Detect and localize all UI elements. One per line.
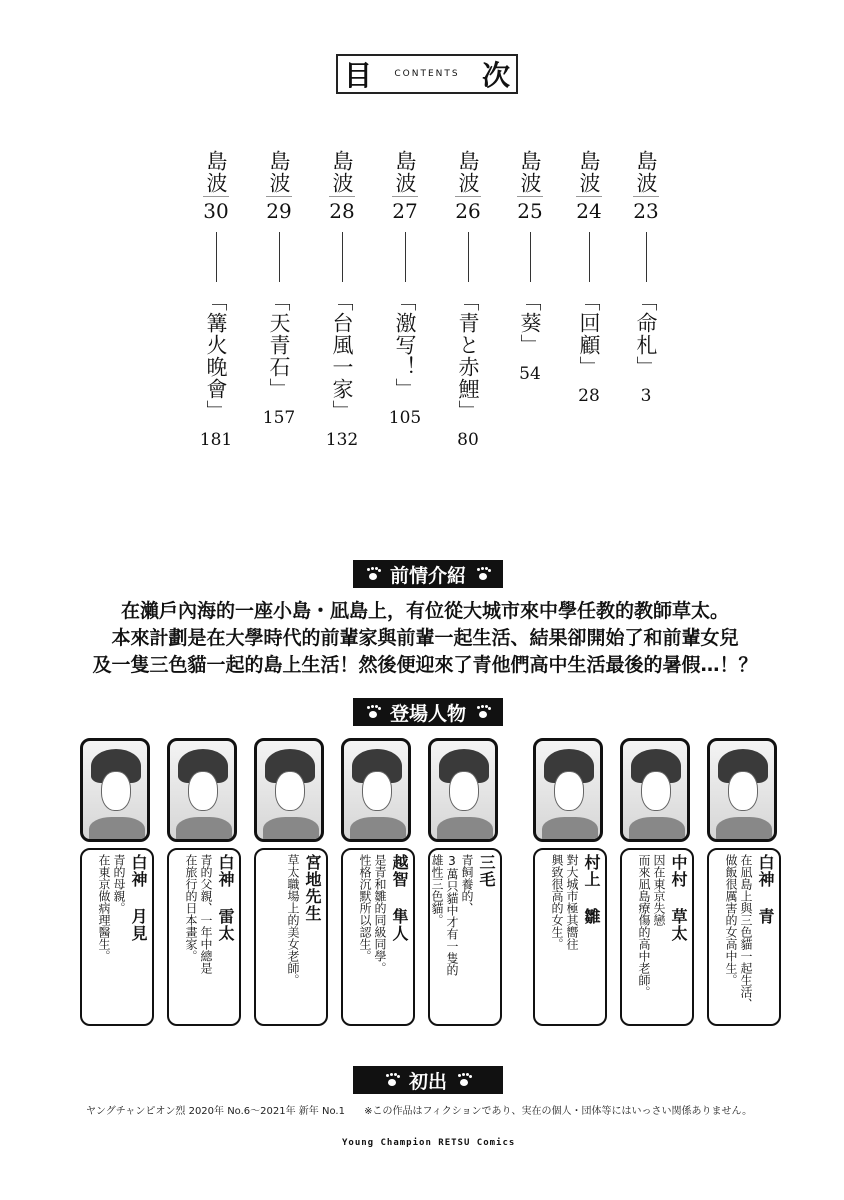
toc-divider: [468, 232, 469, 282]
paw-icon: [366, 567, 380, 581]
character-card-ao[interactable]: [707, 738, 781, 1026]
toc-entry-29[interactable]: [257, 150, 301, 428]
toc-entry-27[interactable]: [383, 150, 427, 428]
toc-entry-30[interactable]: [194, 150, 238, 450]
toc-label: 島波: [204, 150, 229, 194]
toc-divider: [405, 232, 406, 282]
toc-title: 「天青石」: [267, 290, 292, 400]
character-portrait: [341, 738, 411, 842]
toc-page: 181: [199, 430, 233, 450]
toc-label: 島波: [267, 150, 292, 194]
character-name: 宮地先生: [303, 854, 322, 922]
character-card-mike[interactable]: [428, 738, 502, 1026]
character-description: [428, 848, 502, 1026]
toc-title: 「篝火晚會」: [204, 290, 229, 422]
toc-number: 27: [392, 196, 417, 222]
toc-number: 29: [266, 196, 291, 222]
toc-page: 54: [519, 364, 541, 384]
toc-page: 3: [640, 386, 652, 406]
character-line: 做飯很厲害的女高中生。: [724, 854, 738, 986]
character-line: 是青和雛的同級同學。: [373, 854, 387, 974]
toc-label: 島波: [577, 150, 602, 194]
intro-title: 前情介紹: [389, 564, 466, 587]
disclaimer-note: ※この作品はフィクションであり、実在の個人・団体等にはいっさい関係ありません。: [364, 1106, 753, 1117]
character-name: 村上 雛: [582, 854, 601, 925]
toc-title: 「葵」: [518, 290, 543, 356]
contents-header-label: CONTENTS: [394, 69, 460, 79]
intro-line-2: 本來計劃是在大學時代的前輩家與前輩一起生活、結果卻開始了和前輩女兒: [111, 627, 739, 649]
character-name: 越智 隼人: [390, 854, 409, 942]
intro-banner: [353, 560, 503, 588]
toc-page: 132: [325, 430, 359, 450]
cat-portrait: [428, 738, 498, 842]
character-portrait: [620, 738, 690, 842]
toc-number: 25: [517, 196, 542, 222]
character-line: 草太職場上的美女老師。: [286, 854, 300, 986]
toc-title: 「命札」: [634, 290, 659, 378]
toc-divider: [279, 232, 280, 282]
character-line: 青飼養的、: [460, 854, 474, 914]
character-line: 而來凪島療傷的高中老師。: [637, 854, 651, 998]
toc-number: 28: [329, 196, 354, 222]
character-card-hayato[interactable]: [341, 738, 415, 1026]
toc-entry-24[interactable]: [567, 150, 611, 406]
toc-divider: [589, 232, 590, 282]
character-name: 白神 月見: [129, 854, 148, 942]
character-name: 白神 雷太: [216, 854, 235, 942]
imprint-footer: Young Champion RETSU Comics: [342, 1138, 516, 1148]
toc-number: 23: [633, 196, 658, 222]
character-portrait: [254, 738, 324, 842]
toc-page: 28: [578, 386, 600, 406]
character-line: 青的母親。: [112, 854, 126, 914]
character-line: 因在東京失戀: [652, 854, 666, 926]
toc-page: 157: [262, 408, 296, 428]
character-description: [80, 848, 154, 1026]
character-portrait: [80, 738, 150, 842]
toc-number: 26: [455, 196, 480, 222]
toc-page: 105: [388, 408, 422, 428]
character-line: 青的父親、一年中總是: [199, 854, 213, 974]
character-description: [167, 848, 241, 1026]
toc-label: 島波: [634, 150, 659, 194]
publication-info: [86, 1102, 786, 1117]
character-card-raita[interactable]: [167, 738, 241, 1026]
intro-text: [70, 598, 780, 679]
contents-header: [336, 54, 518, 94]
character-description: [533, 848, 607, 1026]
toc-number: 24: [576, 196, 601, 222]
character-description: [620, 848, 694, 1026]
character-name: 三毛: [477, 854, 496, 888]
origin-title: 初出: [408, 1070, 447, 1093]
character-description: [341, 848, 415, 1026]
toc-title: 「台風一家」: [330, 290, 355, 422]
toc-entry-28[interactable]: [320, 150, 364, 450]
character-card-hina[interactable]: [533, 738, 607, 1026]
character-line: 性格沉默所以認生。: [358, 854, 372, 962]
publication-origin: ヤングチャンピオン烈 2020年 No.6〜2021年 新年 No.1: [86, 1106, 345, 1117]
character-portrait: [707, 738, 777, 842]
toc-divider: [216, 232, 217, 282]
character-name: 中村 草太: [669, 854, 688, 942]
origin-banner: [353, 1066, 503, 1094]
characters-banner: [353, 698, 503, 726]
toc-entry-25[interactable]: [508, 150, 552, 384]
paw-icon: [385, 1073, 399, 1087]
paw-icon: [366, 705, 380, 719]
contents-header-left: 目: [344, 59, 373, 92]
toc-label: 島波: [393, 150, 418, 194]
toc-entry-26[interactable]: [446, 150, 490, 450]
toc-label: 島波: [456, 150, 481, 194]
character-portrait: [533, 738, 603, 842]
character-name: 白神 青: [756, 854, 775, 925]
intro-line-3: 及一隻三色貓一起的島上生活！然後便迎來了青他們高中生活最後的暑假…！？: [92, 654, 758, 676]
paw-icon: [476, 567, 490, 581]
toc-divider: [530, 232, 531, 282]
toc-divider: [646, 232, 647, 282]
character-line: 在東京做病理醫生。: [97, 854, 111, 962]
toc-title: 「青と赤鯉」: [456, 290, 481, 422]
character-line: 雄性三色貓。: [430, 854, 444, 926]
character-card-souta[interactable]: [620, 738, 694, 1026]
toc-label: 島波: [330, 150, 355, 194]
intro-line-1: 在瀨戶內海的一座小島・凪島上，有位從大城市來中學任教的教師草太。: [120, 600, 729, 622]
contents-header-right: 次: [481, 59, 510, 92]
character-line: 對大城市極其嚮往: [565, 854, 579, 950]
character-description: [707, 848, 781, 1026]
toc-number: 30: [203, 196, 228, 222]
character-card-tsukimi[interactable]: [80, 738, 154, 1026]
character-portrait: [167, 738, 237, 842]
toc-divider: [342, 232, 343, 282]
character-card-miyaji[interactable]: [254, 738, 328, 1026]
character-description: [254, 848, 328, 1026]
character-line: 興致很高的女生。: [550, 854, 564, 950]
toc-title: 「回顧」: [577, 290, 602, 378]
character-line: 在旅行的日本畫家。: [184, 854, 198, 962]
paw-icon: [457, 1073, 471, 1087]
character-line: 在凪島上與三色貓一起生活、: [739, 854, 753, 1010]
characters-title: 登場人物: [389, 702, 466, 725]
toc-page: 80: [457, 430, 479, 450]
toc-title: 「激写！」: [393, 290, 418, 400]
toc-entry-23[interactable]: [624, 150, 668, 406]
toc-label: 島波: [518, 150, 543, 194]
character-line: 3萬只貓中才有一隻的: [445, 854, 459, 976]
paw-icon: [476, 705, 490, 719]
